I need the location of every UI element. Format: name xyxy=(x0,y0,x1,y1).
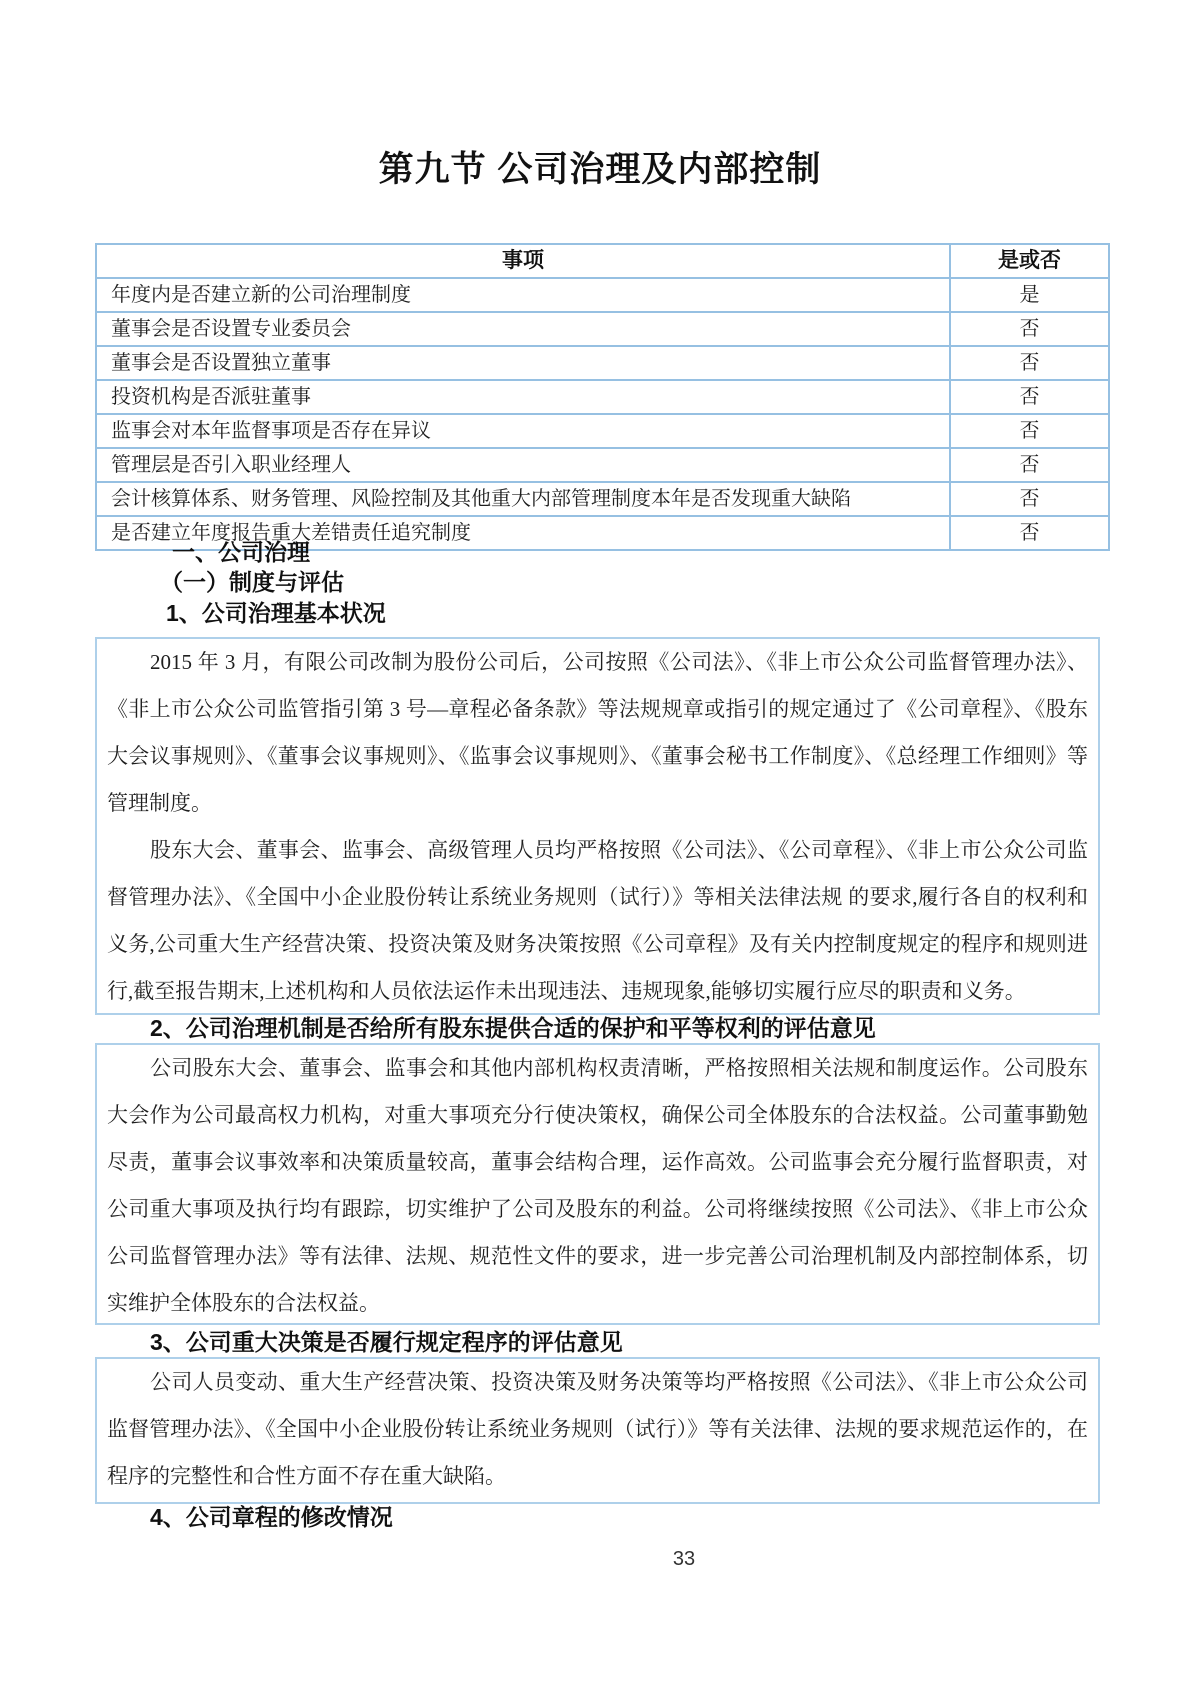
table-row xyxy=(96,448,1109,482)
subsection-heading-major-decisions: 3、公司重大决策是否履行规定程序的评估意见 xyxy=(150,1329,623,1355)
answer-cell: 否 xyxy=(950,346,1109,380)
subsection-heading-shareholder-protection: 2、公司治理机制是否给所有股东提供合适的保护和平等权利的评估意见 xyxy=(150,1015,876,1041)
item-cell: 董事会是否设置专业委员会 xyxy=(96,312,950,346)
table-header-row xyxy=(96,244,1109,278)
section-heading-governance: 一、公司治理 xyxy=(172,539,310,565)
paragraph: 公司股东大会、董事会、监事会和其他内部机构权责清晰，严格按照相关法规和制度运作。公司股东大会作为公司最高权力机构，对重大事项充分行使决策权，确保公司全体股东的合法权益。公司董事勤勉尽责，董事会议事效率和决策质量较高，董事会结构合理，运作高效。公司监事会充分履行监督职责，对公司重大事项及执行均有跟踪，切实维护了公司及股东的利益。公司将继续按照《公司法》、《非上市公众公司监督管理办法》等有法律、法规、规范性文件的要求，进一步完善公司治理机制及内部控制体系，切实维护全体股东的合法权益。 xyxy=(107,1056,1088,1315)
paragraph-box-basic-status xyxy=(95,637,1100,1015)
answer-cell: 否 xyxy=(950,380,1109,414)
column-header-item: 事项 xyxy=(96,244,950,278)
paragraph: 股东大会、董事会、监事会、高级管理人员均严格按照《公司法》、《公司章程》、《非上市公众公司监督管理办法》、《全国中小企业股份转让系统业务规则（试行）》等相关法律法规 的要求,履行各自的权利和义务,公司重大生产经营决策、投资决策及财务决策按照《公司章程》及有关内控制度规定的程序和规则进行,截至报告期末,上述机构和人员依法运作未出现违法、违规现象,能够切实履行应尽的职责和义务。 xyxy=(107,838,1088,1003)
subsection-heading-basic-status: 1、公司治理基本状况 xyxy=(166,600,386,626)
table-row xyxy=(96,346,1109,380)
item-cell: 是否建立年度报告重大差错责任追究制度 xyxy=(96,516,950,550)
item-cell: 监事会对本年监督事项是否存在异议 xyxy=(96,414,950,448)
item-cell: 投资机构是否派驻董事 xyxy=(96,380,950,414)
column-header-yes-no: 是或否 xyxy=(950,244,1109,278)
governance-table xyxy=(95,243,1110,551)
answer-cell: 否 xyxy=(950,414,1109,448)
table-row xyxy=(96,482,1109,516)
answer-cell: 否 xyxy=(950,448,1109,482)
item-cell: 会计核算体系、财务管理、风险控制及其他重大内部管理制度本年是否发现重大缺陷 xyxy=(96,482,950,516)
paragraph-box-major-decisions xyxy=(95,1357,1100,1504)
page-title: 第九节 公司治理及内部控制 xyxy=(378,150,822,189)
answer-cell: 否 xyxy=(950,482,1109,516)
subsection-heading-articles-amendment: 4、公司章程的修改情况 xyxy=(150,1504,393,1530)
paragraph: 2015 年 3 月，有限公司改制为股份公司后，公司按照《公司法》、《非上市公众公司监督管理办法》、《非上市公众公司监管指引第 3 号—章程必备条款》等法规规章或指引的规定通过了《公司章程》、《股东大会议事规则》、《董事会议事规则》、《监事会议事规则》、《董事会秘书工作制度》、《总经理工作细则》等管理制度。 xyxy=(107,650,1088,815)
paragraph: 公司人员变动、重大生产经营决策、投资决策及财务决策等均严格按照《公司法》、《非上市公众公司监督管理办法》、《全国中小企业股份转让系统业务规则（试行）》等有关法律、法规的要求规范运作的，在程序的完整性和合性方面不存在重大缺陷。 xyxy=(107,1370,1088,1488)
item-cell: 管理层是否引入职业经理人 xyxy=(96,448,950,482)
table-row xyxy=(96,278,1109,312)
page-number: 33 xyxy=(672,1548,696,1570)
table-row xyxy=(96,312,1109,346)
answer-cell: 否 xyxy=(950,516,1109,550)
item-cell: 董事会是否设置独立董事 xyxy=(96,346,950,380)
paragraph-box-shareholder-protection xyxy=(95,1043,1100,1325)
section-heading-system-evaluation: （一）制度与评估 xyxy=(160,569,344,595)
table-row xyxy=(96,380,1109,414)
answer-cell: 否 xyxy=(950,312,1109,346)
item-cell: 年度内是否建立新的公司治理制度 xyxy=(96,278,950,312)
table-row xyxy=(96,414,1109,448)
answer-cell: 是 xyxy=(950,278,1109,312)
